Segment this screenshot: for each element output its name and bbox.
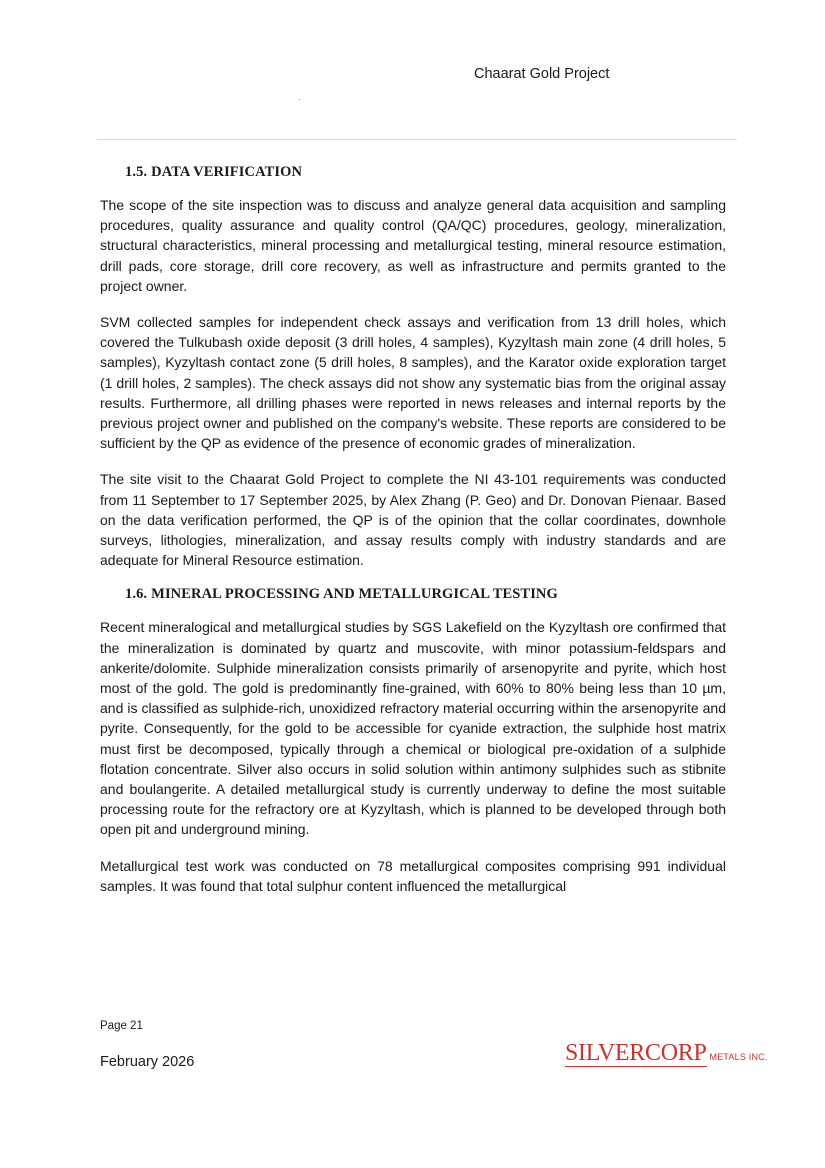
header-divider — [97, 139, 737, 140]
paragraph: SVM collected samples for independent check assays and verification from 13 drill holes, which covered the Tulkubash oxide deposit (3 drill holes, 4 samples), Kyzyltash main zone (4 drill holes, 5 samples), Kyzyltash contact zone (5 drill holes, 8 samples), and the Karator oxide exploration target (1 drill holes, 2 samples). The check assays did not show any systematic bias from the original assay results. Furthermore, all drilling phases were reported in news releases and internal reports by the previous project owner and published on the company's website. These reports are considered to be sufficient by the QP as evidence of the presence of economic grades of mineralization. — [100, 314, 726, 452]
logo-main: SILVERCORP — [565, 1040, 707, 1066]
page-number: Page 21 — [100, 1020, 143, 1032]
paragraph: The site visit to the Chaarat Gold Project to complete the NI 43-101 requirements was conducted from 11 September to 17 September 2025, by Alex Zhang (P. Geo) and Dr. Donovan Pienaar. Based on the data verification performed, the QP is of the opinion that the collar coordinates, downhole surveys, lithologies, mineralization, and assay results comply with industry standards and are adequate for Mineral Resource estimation. — [100, 471, 726, 569]
section-heading-data-verification — [125, 164, 726, 181]
section-title: MINERAL PROCESSING AND METALLURGICAL TESTING — [151, 586, 558, 603]
paragraph: Metallurgical test work was conducted on 78 metallurgical composites comprising 991 individual samples. It was found that total sulphur content influenced the metallurgical — [100, 857, 726, 894]
page-header-title: Chaarat Gold Project — [474, 66, 610, 82]
paragraph: Recent mineralogical and metallurgical studies by SGS Lakefield on the Kyzyltash ore confirmed that the mineralization is dominated by quartz and muscovite, with minor potassium-feldspars and ankerite/dolomite. Sulphide mineralization consists primarily of arsenopyrite and pyrite, which host most of the gold. The gold is predominantly fine-grained, with 60% to 80% being less than 10 µm, and is classified as sulphide-rich, unoxidized refractory material occurring within the arsenopyrite and pyrite. Consequently, for the gold to be accessible for cyanide extraction, the sulphide host matrix must first be decomposed, typically through a chemical or biological pre-oxidation of a sulphide flotation concentrate. Silver also occurs in solid solution within antimony sulphides such as stibnite and boulangerite. A detailed metallurgical study is currently underway to define the most suitable processing route for the refractory ore at Kyzyltash, which is planned to be developed through both open pit and underground mining. — [100, 619, 726, 838]
paragraph: The scope of the site inspection was to discuss and analyze general data acquisition and sampling procedures, quality assurance and quality control (QA/QC) procedures, geology, mineralization, structural characteristics, mineral processing and metallurgical testing, mineral resource estimation, drill pads, core storage, drill core recovery, as well as infrastructure and permits granted to the project owner. — [100, 197, 726, 294]
logo-suffix: METALS INC. — [709, 1052, 768, 1062]
section-title: DATA VERIFICATION — [151, 164, 303, 180]
section-number: 1.6. — [125, 586, 148, 603]
page-content — [100, 164, 726, 912]
section-heading-mineral-processing — [125, 586, 726, 603]
footer-date: February 2026 — [100, 1054, 195, 1070]
header-dot — [299, 99, 300, 100]
logo-wordmark — [565, 1040, 707, 1066]
silvercorp-logo — [565, 1040, 768, 1068]
section-number: 1.5. — [125, 164, 148, 180]
